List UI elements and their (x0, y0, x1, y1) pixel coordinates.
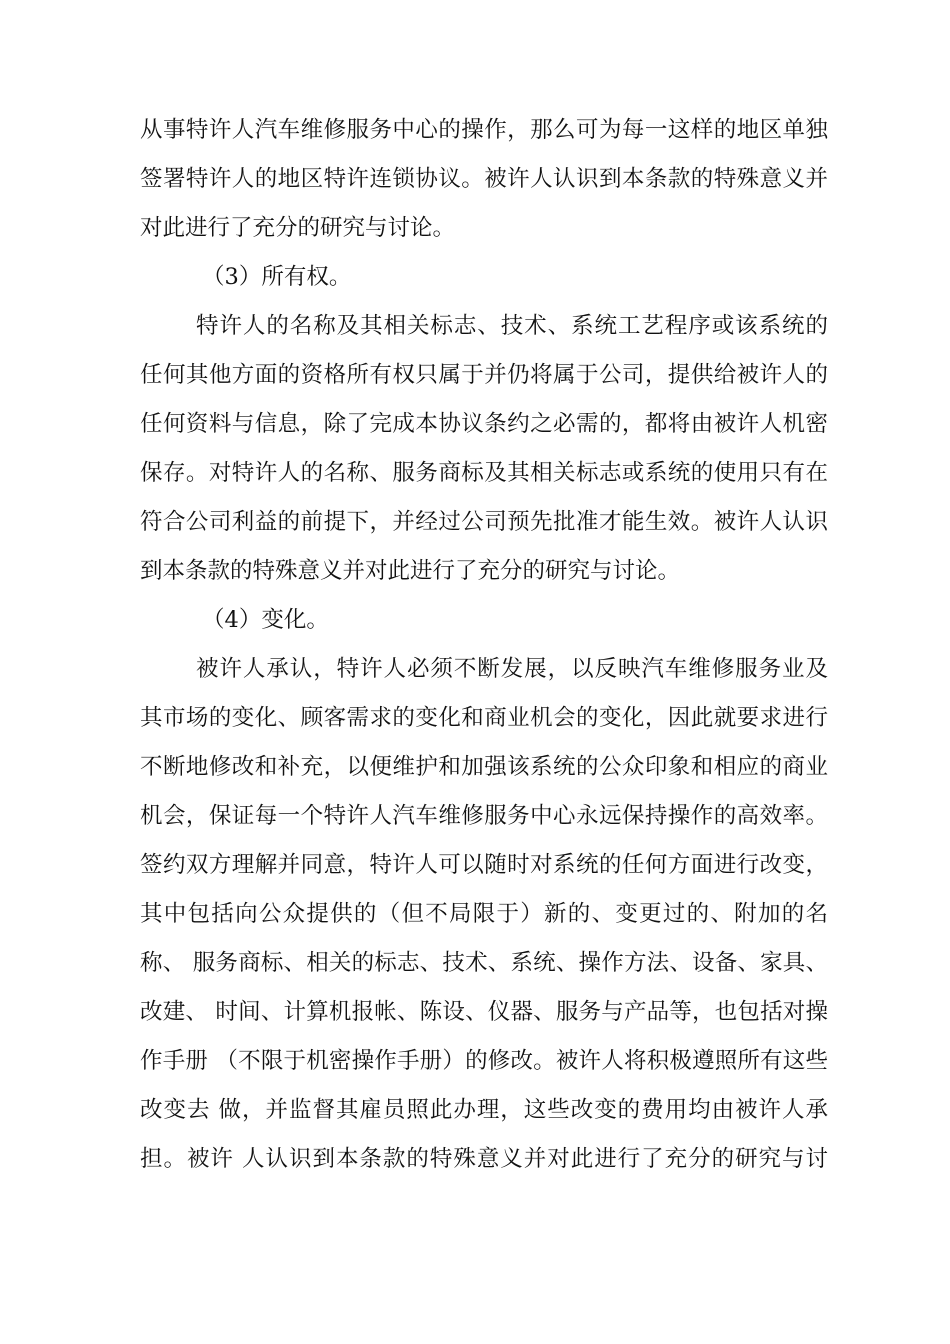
text-line: 保存。对特许人的名称、服务商标及其相关标志或系统的使用只有在 (140, 460, 828, 486)
text-line: 称、 服务商标、相关的标志、技术、系统、操作方法、设备、家具、 (140, 950, 828, 976)
text-line: 作手册 （不限于机密操作手册）的修改。被许人将积极遵照所有这些 (140, 1048, 828, 1074)
text-line: 到本条款的特殊意义并对此进行了充分的研究与讨论。 (140, 558, 681, 584)
text-line: 改变去 做，并监督其雇员照此办理，这些改变的费用均由被许人承 (140, 1097, 828, 1123)
text-line: 担。被许 人认识到本条款的特殊意义并对此进行了充分的研究与讨 (140, 1146, 828, 1172)
text-line: 其市场的变化、顾客需求的变化和商业机会的变化，因此就要求进行 (140, 705, 828, 731)
text-line: 特许人的名称及其相关标志、技术、系统工艺程序或该系统的 (196, 313, 828, 339)
text-line: 对此进行了充分的研究与讨论。 (140, 215, 456, 241)
text-line: 任何资料与信息，除了完成本协议条约之必需的，都将由被许人机密 (140, 411, 828, 437)
document-page (140, 106, 828, 1184)
text-line: 签署特许人的地区特许连锁协议。被许人认识到本条款的特殊意义并 (140, 166, 828, 192)
text-line: 改建、 时间、计算机报帐、陈设、仪器、服务与产品等，也包括对操 (140, 999, 828, 1025)
text-line: 其中包括向公众提供的（但不局限于）新的、变更过的、附加的名 (140, 901, 828, 927)
section-heading: （4）变化。 (202, 607, 329, 633)
text-line: 机会，保证每一个特许人汽车维修服务中心永远保持操作的高效率。 (140, 803, 828, 829)
section-heading: （3）所有权。 (202, 264, 352, 290)
text-line: 任何其他方面的资格所有权只属于并仍将属于公司，提供给被许人的 (140, 362, 828, 388)
text-line: 被许人承认，特许人必须不断发展，以反映汽车维修服务业及 (196, 656, 828, 682)
text-line: 从事特许人汽车维修服务中心的操作，那么可为每一这样的地区单独 (140, 117, 828, 143)
text-line: 不断地修改和补充，以便维护和加强该系统的公众印象和相应的商业 (140, 754, 828, 780)
text-line: 符合公司利益的前提下，并经过公司预先批准才能生效。被许人认识 (140, 509, 828, 535)
text-line: 签约双方理解并同意，特许人可以随时对系统的任何方面进行改变， (140, 852, 828, 878)
